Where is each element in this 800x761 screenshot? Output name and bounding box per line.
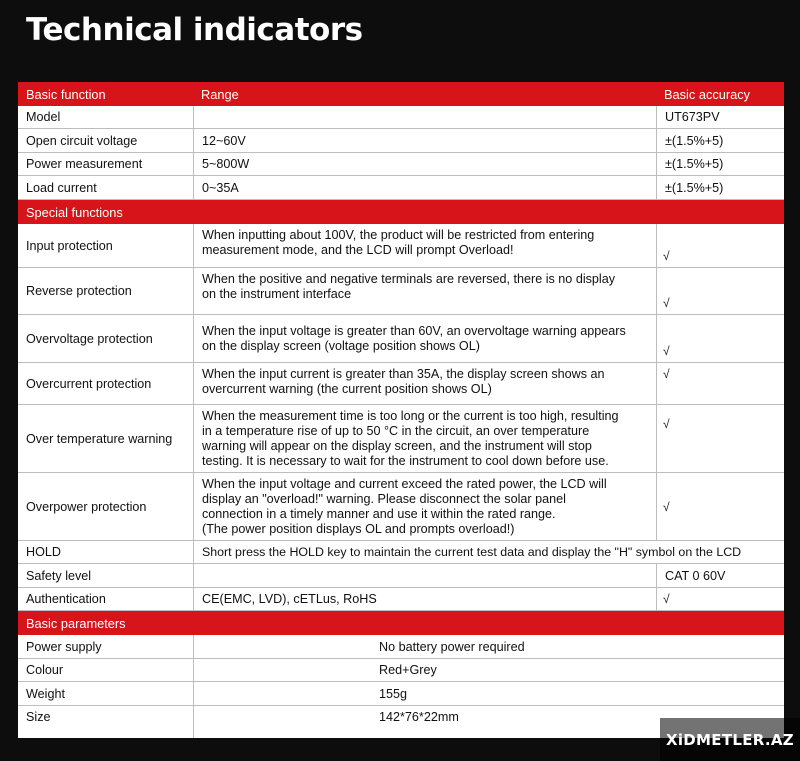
- row-label: Input protection: [26, 238, 113, 253]
- row-description: When the input current is greater than 35A, the display screen shows an overcurrent warning (the current position shows OL): [193, 363, 656, 404]
- section-header-special: [18, 200, 784, 224]
- section-title: Basic parameters: [26, 615, 126, 631]
- row-description: When inputting about 100V, the product will be restricted from entering measurement mode, and the LCD will prompt Overload!: [193, 224, 656, 267]
- page-title: Technical indicators: [26, 12, 363, 48]
- table-row: [18, 363, 784, 405]
- row-value: 142*76*22mm: [193, 706, 784, 738]
- row-label: Overcurrent protection: [26, 376, 152, 391]
- row-label: Over temperature warning: [26, 431, 173, 446]
- check-mark: √: [656, 473, 784, 540]
- row-accuracy: ±(1.5%+5): [656, 129, 784, 152]
- row-range: CE(EMC, LVD), cETLus, RoHS: [193, 588, 656, 610]
- row-description: When the input voltage is greater than 60V, an overvoltage warning appears on the display screen (voltage position shows OL): [193, 315, 656, 362]
- check-mark: √: [656, 224, 784, 267]
- row-label: Model: [26, 110, 61, 124]
- spec-table: [18, 82, 784, 738]
- row-value: CAT 0 60V: [656, 564, 784, 587]
- row-label: Overvoltage protection: [26, 331, 153, 346]
- watermark-logo: XiDMETLER.AZ: [660, 718, 800, 761]
- row-label: HOLD: [26, 545, 61, 559]
- table-row: [18, 541, 784, 564]
- row-label: Colour: [26, 663, 64, 677]
- row-description: When the input voltage and current exceed the rated power, the LCD will display an "overload!" warning. Please disconnect the solar panel connection in a timely manner and use it within the rated range. (The power position displays OL and prompts overload!): [193, 473, 656, 540]
- check-mark: √: [656, 405, 784, 472]
- section-header-parameters: [18, 611, 784, 635]
- row-label: Open circuit voltage: [26, 133, 138, 148]
- row-label: Power measurement: [26, 157, 143, 171]
- row-accuracy: ±(1.5%+5): [656, 176, 784, 199]
- table-row: [18, 153, 784, 176]
- row-accuracy: ±(1.5%+5): [656, 153, 784, 175]
- table-header: [18, 82, 784, 106]
- row-range: [193, 564, 656, 587]
- table-row: [18, 315, 784, 363]
- section-title: Special functions: [26, 204, 123, 220]
- table-row: [18, 268, 784, 315]
- row-description: When the measurement time is too long or the current is too high, resulting in a temperature rise of up to 50 °C in the circuit, an over temperature warning will appear on the display screen, and the instrument will stop testing. It is necessary to wait for the instrument to cool down before use.: [193, 405, 656, 472]
- row-label: Load current: [26, 180, 97, 195]
- table-row: [18, 564, 784, 588]
- check-mark: √: [656, 363, 784, 404]
- table-row: [18, 659, 784, 682]
- row-value: 155g: [193, 682, 784, 705]
- row-range: [193, 106, 656, 128]
- row-value: Red+Grey: [193, 659, 784, 681]
- header-range: Range: [201, 86, 239, 102]
- check-mark: √: [656, 268, 784, 314]
- table-row: [18, 224, 784, 268]
- row-label: Authentication: [26, 592, 106, 606]
- row-range: 5~800W: [193, 153, 656, 175]
- table-row: [18, 405, 784, 473]
- table-row: [18, 682, 784, 706]
- row-description: When the positive and negative terminals are reversed, there is no display on the instrument interface: [193, 268, 656, 314]
- table-row: [18, 635, 784, 659]
- row-value: No battery power required: [193, 635, 784, 658]
- table-row: [18, 176, 784, 200]
- table-row: [18, 588, 784, 611]
- row-accuracy: UT673PV: [656, 106, 784, 128]
- check-mark: √: [656, 315, 784, 362]
- header-basic-function: Basic function: [26, 86, 106, 102]
- check-mark: √: [656, 588, 784, 610]
- header-basic-accuracy: Basic accuracy: [664, 86, 751, 102]
- table-row: [18, 473, 784, 541]
- row-range: 0~35A: [193, 176, 656, 199]
- table-row: [18, 129, 784, 153]
- row-label: Size: [26, 710, 51, 724]
- row-label: Power supply: [26, 639, 102, 654]
- row-label: Weight: [26, 686, 65, 701]
- table-row: [18, 106, 784, 129]
- row-label: Reverse protection: [26, 284, 132, 298]
- row-label: Overpower protection: [26, 499, 147, 514]
- row-description: Short press the HOLD key to maintain the current test data and display the "H" symbol on the LCD: [193, 541, 784, 563]
- row-label: Safety level: [26, 568, 92, 583]
- row-range: 12~60V: [193, 129, 656, 152]
